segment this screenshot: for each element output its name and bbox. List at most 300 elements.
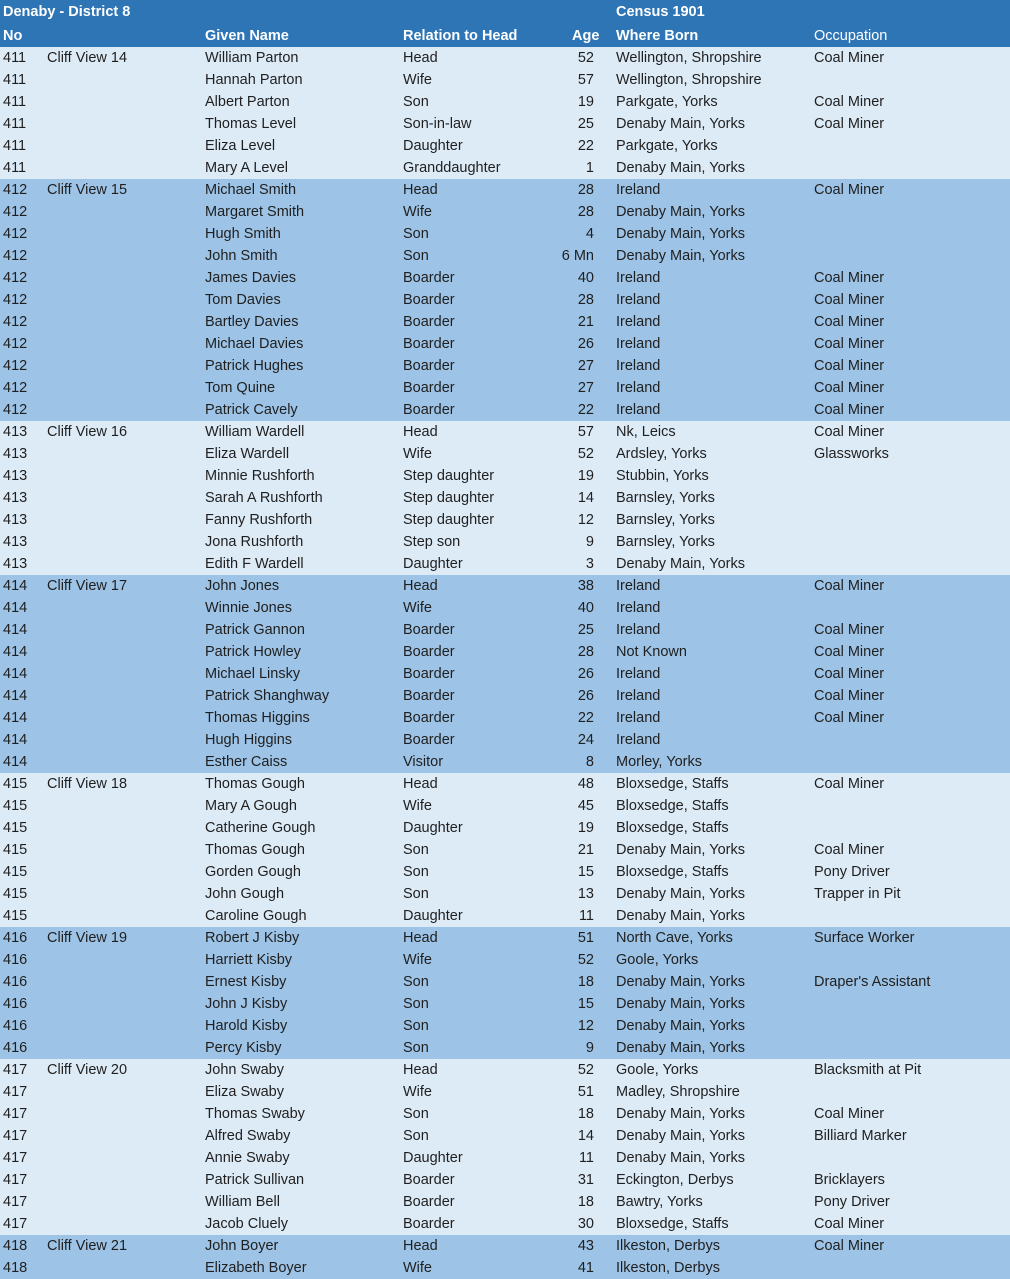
table-row [0, 1103, 1010, 1125]
cell-age: 14 [577, 1128, 594, 1144]
cell-no: 416 [3, 930, 28, 946]
cell-relation: Daughter [403, 1150, 463, 1166]
cell-where-born: Denaby Main, Yorks [616, 204, 745, 220]
cell-relation: Step daughter [403, 490, 495, 506]
cell-where-born: Denaby Main, Yorks [616, 116, 745, 132]
cell-age: 26 [577, 666, 594, 682]
cell-where-born: North Cave, Yorks [616, 930, 733, 946]
cell-relation: Head [403, 930, 438, 946]
cell-occupation: Coal Miner [814, 270, 885, 286]
table-row [0, 377, 1010, 399]
cell-where-born: Ireland [616, 358, 661, 374]
cell-no: 413 [3, 490, 28, 506]
cell-given-name: Harold Kisby [205, 1018, 288, 1034]
cell-relation: Visitor [403, 754, 444, 770]
cell-where-born: Ireland [616, 688, 661, 704]
cell-relation: Boarder [403, 732, 455, 748]
cell-no: 414 [3, 578, 28, 594]
cell-address: Cliff View 19 [47, 930, 128, 946]
cell-given-name: Mary A Level [205, 160, 289, 176]
table-row [0, 1257, 1010, 1279]
cell-no: 415 [3, 798, 28, 814]
cell-relation: Head [403, 1238, 438, 1254]
cell-where-born: Stubbin, Yorks [616, 468, 709, 484]
cell-where-born: Ireland [616, 578, 661, 594]
cell-where-born: Ilkeston, Derbys [616, 1238, 720, 1254]
cell-address: Cliff View 14 [47, 50, 128, 66]
cell-given-name: Minnie Rushforth [205, 468, 315, 484]
table-row [0, 1059, 1010, 1081]
cell-relation: Boarder [403, 666, 455, 682]
cell-occupation: Trapper in Pit [814, 886, 901, 902]
cell-age: 28 [577, 644, 594, 660]
cell-relation: Head [403, 424, 438, 440]
table-row [0, 113, 1010, 135]
cell-relation: Head [403, 182, 438, 198]
cell-no: 417 [3, 1084, 28, 1100]
cell-where-born: Parkgate, Yorks [616, 138, 718, 154]
table-row [0, 729, 1010, 751]
cell-age: 22 [577, 402, 594, 418]
cell-given-name: Catherine Gough [205, 820, 316, 836]
table-row [0, 1191, 1010, 1213]
cell-age: 27 [577, 358, 594, 374]
cell-age: 28 [577, 204, 594, 220]
cell-given-name: John Smith [205, 248, 278, 264]
cell-no: 415 [3, 776, 28, 792]
table-row [0, 91, 1010, 113]
cell-relation: Boarder [403, 314, 455, 330]
cell-no: 417 [3, 1216, 28, 1232]
cell-where-born: Ireland [616, 732, 661, 748]
cell-age: 45 [577, 798, 594, 814]
cell-no: 412 [3, 270, 28, 286]
cell-occupation: Coal Miner [814, 578, 885, 594]
table-row [0, 619, 1010, 641]
cell-no: 417 [3, 1062, 28, 1078]
cell-where-born: Denaby Main, Yorks [616, 1018, 745, 1034]
cell-relation: Son [403, 864, 429, 880]
cell-given-name: Michael Davies [205, 336, 304, 352]
cell-given-name: John Jones [205, 578, 280, 594]
cell-occupation: Coal Miner [814, 116, 885, 132]
table-row [0, 443, 1010, 465]
cell-given-name: Elizabeth Boyer [205, 1260, 307, 1276]
cell-relation: Boarder [403, 1216, 455, 1232]
cell-age: 26 [577, 688, 594, 704]
cell-no: 412 [3, 314, 28, 330]
cell-given-name: Patrick Cavely [205, 402, 298, 418]
cell-relation: Son [403, 1040, 429, 1056]
cell-occupation: Billiard Marker [814, 1128, 907, 1144]
table-row [0, 201, 1010, 223]
cell-given-name: Albert Parton [205, 94, 290, 110]
cell-relation: Daughter [403, 820, 463, 836]
table-row [0, 993, 1010, 1015]
cell-relation: Wife [403, 446, 432, 462]
cell-no: 413 [3, 556, 28, 572]
cell-no: 411 [3, 72, 27, 88]
cell-where-born: Barnsley, Yorks [616, 490, 715, 506]
table-row [0, 949, 1010, 971]
cell-no: 411 [3, 138, 27, 154]
column-header-row [0, 24, 1010, 47]
cell-where-born: Barnsley, Yorks [616, 512, 715, 528]
cell-given-name: Patrick Hughes [205, 358, 304, 374]
cell-age: 52 [577, 50, 594, 66]
cell-where-born: Ireland [616, 600, 661, 616]
cell-where-born: Denaby Main, Yorks [616, 1128, 745, 1144]
cell-relation: Boarder [403, 710, 455, 726]
column-header-occupation: Occupation [814, 28, 888, 44]
cell-relation: Son [403, 974, 429, 990]
cell-no: 413 [3, 468, 28, 484]
cell-given-name: Sarah A Rushforth [205, 490, 323, 506]
cell-given-name: Eliza Level [205, 138, 276, 154]
cell-given-name: Tom Quine [205, 380, 276, 396]
cell-relation: Step son [403, 534, 461, 550]
cell-age: 9 [585, 1040, 594, 1056]
cell-occupation: Coal Miner [814, 424, 885, 440]
cell-where-born: Denaby Main, Yorks [616, 886, 745, 902]
cell-relation: Boarder [403, 292, 455, 308]
cell-age: 3 [585, 556, 594, 572]
table-row [0, 927, 1010, 949]
column-header-no: No [3, 28, 23, 44]
cell-where-born: Bloxsedge, Staffs [616, 798, 729, 814]
cell-relation: Wife [403, 1084, 432, 1100]
cell-address: Cliff View 20 [47, 1062, 128, 1078]
cell-given-name: Tom Davies [205, 292, 281, 308]
cell-where-born: Denaby Main, Yorks [616, 226, 745, 242]
cell-age: 52 [577, 1062, 594, 1078]
cell-relation: Wife [403, 798, 432, 814]
cell-relation: Boarder [403, 358, 455, 374]
cell-relation: Head [403, 50, 438, 66]
cell-given-name: Thomas Swaby [205, 1106, 305, 1122]
cell-where-born: Ireland [616, 666, 661, 682]
table-row [0, 487, 1010, 509]
cell-given-name: Patrick Sullivan [205, 1172, 305, 1188]
cell-relation: Boarder [403, 622, 455, 638]
cell-where-born: Ireland [616, 336, 661, 352]
cell-given-name: Jacob Cluely [205, 1216, 289, 1232]
cell-age: 1 [585, 160, 594, 176]
table-row [0, 333, 1010, 355]
cell-age: 26 [577, 336, 594, 352]
cell-age: 18 [577, 974, 594, 990]
cell-age: 11 [578, 1150, 594, 1166]
cell-occupation: Surface Worker [814, 930, 915, 946]
cell-age: 40 [577, 270, 594, 286]
cell-where-born: Goole, Yorks [616, 952, 699, 968]
table-row [0, 267, 1010, 289]
cell-given-name: Mary A Gough [205, 798, 297, 814]
table-row [0, 69, 1010, 91]
cell-address: Cliff View 15 [47, 182, 128, 198]
cell-where-born: Denaby Main, Yorks [616, 908, 745, 924]
cell-relation: Son [403, 1106, 429, 1122]
cell-no: 411 [3, 116, 27, 132]
cell-given-name: Michael Smith [205, 182, 297, 198]
cell-occupation: Coal Miner [814, 644, 885, 660]
cell-age: 11 [578, 908, 594, 924]
cell-given-name: Annie Swaby [205, 1150, 290, 1166]
cell-where-born: Eckington, Derbys [616, 1172, 734, 1188]
cell-occupation: Coal Miner [814, 94, 885, 110]
table-row [0, 597, 1010, 619]
cell-occupation: Coal Miner [814, 1106, 885, 1122]
cell-relation: Boarder [403, 270, 455, 286]
cell-relation: Step daughter [403, 512, 495, 528]
cell-relation: Son [403, 1128, 429, 1144]
table-row [0, 465, 1010, 487]
cell-relation: Step daughter [403, 468, 495, 484]
column-header-name: Given Name [205, 28, 289, 44]
table-row [0, 817, 1010, 839]
cell-given-name: Thomas Gough [205, 842, 305, 858]
cell-where-born: Ardsley, Yorks [616, 446, 707, 462]
cell-relation: Son [403, 1018, 429, 1034]
table-row [0, 1015, 1010, 1037]
cell-no: 411 [3, 50, 27, 66]
cell-given-name: Robert J Kisby [205, 930, 300, 946]
cell-age: 19 [577, 468, 594, 484]
cell-address: Cliff View 21 [47, 1238, 128, 1254]
table-row [0, 47, 1010, 69]
cell-where-born: Denaby Main, Yorks [616, 160, 745, 176]
cell-age: 14 [577, 490, 594, 506]
cell-occupation: Coal Miner [814, 688, 885, 704]
table-row [0, 1125, 1010, 1147]
cell-no: 415 [3, 908, 28, 924]
cell-no: 416 [3, 952, 28, 968]
cell-no: 412 [3, 380, 28, 396]
cell-no: 412 [3, 292, 28, 308]
cell-where-born: Denaby Main, Yorks [616, 842, 745, 858]
cell-relation: Head [403, 578, 438, 594]
cell-no: 414 [3, 644, 28, 660]
table-row [0, 311, 1010, 333]
cell-no: 416 [3, 1018, 28, 1034]
cell-address: Cliff View 17 [47, 578, 128, 594]
cell-relation: Daughter [403, 556, 463, 572]
cell-given-name: William Wardell [205, 424, 305, 440]
cell-given-name: Hugh Higgins [205, 732, 293, 748]
table-row [0, 553, 1010, 575]
cell-age: 40 [577, 600, 594, 616]
table-row [0, 685, 1010, 707]
cell-age: 41 [577, 1260, 594, 1276]
cell-where-born: Ireland [616, 622, 661, 638]
table-row [0, 883, 1010, 905]
cell-no: 415 [3, 820, 28, 836]
cell-no: 414 [3, 754, 28, 770]
cell-occupation: Pony Driver [814, 1194, 890, 1210]
cell-given-name: Michael Linsky [205, 666, 301, 682]
cell-given-name: Fanny Rushforth [205, 512, 313, 528]
cell-age: 21 [577, 842, 594, 858]
cell-where-born: Denaby Main, Yorks [616, 1040, 745, 1056]
cell-age: 30 [577, 1216, 594, 1232]
cell-where-born: Bloxsedge, Staffs [616, 864, 729, 880]
cell-age: 28 [577, 182, 594, 198]
cell-no: 414 [3, 600, 28, 616]
cell-no: 411 [3, 94, 27, 110]
cell-relation: Head [403, 1062, 438, 1078]
cell-relation: Boarder [403, 336, 455, 352]
table-row [0, 399, 1010, 421]
cell-age: 57 [577, 72, 594, 88]
cell-occupation: Bricklayers [814, 1172, 885, 1188]
cell-no: 412 [3, 336, 28, 352]
cell-where-born: Ilkeston, Derbys [616, 1260, 720, 1276]
cell-no: 415 [3, 864, 28, 880]
cell-no: 415 [3, 842, 28, 858]
cell-where-born: Morley, Yorks [616, 754, 702, 770]
cell-where-born: Parkgate, Yorks [616, 94, 718, 110]
cell-occupation: Coal Miner [814, 380, 885, 396]
cell-relation: Son [403, 996, 429, 1012]
cell-given-name: Bartley Davies [205, 314, 299, 330]
cell-age: 4 [585, 226, 594, 242]
cell-where-born: Denaby Main, Yorks [616, 248, 745, 264]
cell-where-born: Not Known [616, 644, 687, 660]
cell-occupation: Coal Miner [814, 402, 885, 418]
cell-given-name: William Bell [205, 1194, 280, 1210]
cell-no: 413 [3, 446, 28, 462]
cell-no: 414 [3, 710, 28, 726]
cell-no: 417 [3, 1128, 28, 1144]
cell-where-born: Denaby Main, Yorks [616, 996, 745, 1012]
cell-where-born: Bawtry, Yorks [616, 1194, 703, 1210]
cell-relation: Wife [403, 600, 432, 616]
title-header-row [0, 0, 1010, 24]
cell-age: 27 [577, 380, 594, 396]
cell-relation: Son [403, 248, 429, 264]
cell-given-name: Winnie Jones [205, 600, 293, 616]
cell-where-born: Wellington, Shropshire [616, 50, 762, 66]
table-row [0, 135, 1010, 157]
cell-where-born: Goole, Yorks [616, 1062, 699, 1078]
cell-occupation: Coal Miner [814, 710, 885, 726]
cell-given-name: William Parton [205, 50, 299, 66]
table-row [0, 707, 1010, 729]
cell-no: 414 [3, 622, 28, 638]
census-title: Census 1901 [616, 4, 705, 20]
cell-age: 9 [585, 534, 594, 550]
cell-relation: Wife [403, 72, 432, 88]
cell-age: 19 [577, 94, 594, 110]
cell-where-born: Barnsley, Yorks [616, 534, 715, 550]
cell-age: 18 [577, 1194, 594, 1210]
cell-address: Cliff View 18 [47, 776, 128, 792]
cell-where-born: Nk, Leics [616, 424, 676, 440]
table-row [0, 509, 1010, 531]
cell-relation: Wife [403, 1260, 432, 1276]
table-row [0, 355, 1010, 377]
cell-given-name: Harriett Kisby [205, 952, 293, 968]
cell-occupation: Coal Miner [814, 314, 885, 330]
cell-occupation: Coal Miner [814, 1238, 885, 1254]
cell-given-name: Edith F Wardell [205, 556, 304, 572]
cell-age: 24 [577, 732, 594, 748]
cell-given-name: Hugh Smith [205, 226, 281, 242]
cell-given-name: Alfred Swaby [205, 1128, 291, 1144]
cell-given-name: James Davies [205, 270, 297, 286]
cell-no: 411 [3, 160, 27, 176]
cell-relation: Boarder [403, 380, 455, 396]
cell-no: 412 [3, 226, 28, 242]
table-row [0, 1147, 1010, 1169]
table-row [0, 421, 1010, 443]
cell-occupation: Coal Miner [814, 336, 885, 352]
table-row [0, 751, 1010, 773]
cell-where-born: Ireland [616, 182, 661, 198]
cell-no: 417 [3, 1150, 28, 1166]
cell-where-born: Bloxsedge, Staffs [616, 1216, 729, 1232]
cell-address: Cliff View 16 [47, 424, 128, 440]
cell-occupation: Coal Miner [814, 622, 885, 638]
cell-age: 15 [577, 864, 594, 880]
cell-no: 413 [3, 534, 28, 550]
cell-where-born: Ireland [616, 710, 661, 726]
cell-relation: Daughter [403, 138, 463, 154]
cell-no: 418 [3, 1260, 28, 1276]
column-header-relation: Relation to Head [403, 28, 518, 44]
cell-age: 22 [577, 710, 594, 726]
cell-given-name: Thomas Gough [205, 776, 305, 792]
cell-occupation: Coal Miner [814, 666, 885, 682]
cell-occupation: Coal Miner [814, 1216, 885, 1232]
cell-where-born: Denaby Main, Yorks [616, 1106, 745, 1122]
cell-no: 412 [3, 402, 28, 418]
table-row [0, 1169, 1010, 1191]
cell-no: 416 [3, 996, 28, 1012]
cell-given-name: Esther Caiss [205, 754, 288, 770]
cell-given-name: Caroline Gough [205, 908, 307, 924]
table-row [0, 245, 1010, 267]
cell-relation: Son-in-law [403, 116, 472, 132]
cell-relation: Son [403, 842, 429, 858]
cell-age: 15 [577, 996, 594, 1012]
cell-given-name: Thomas Level [205, 116, 297, 132]
cell-given-name: John Gough [205, 886, 285, 902]
cell-where-born: Denaby Main, Yorks [616, 1150, 745, 1166]
cell-occupation: Coal Miner [814, 50, 885, 66]
cell-age: 22 [577, 138, 594, 154]
cell-where-born: Ireland [616, 270, 661, 286]
cell-relation: Granddaughter [403, 160, 501, 176]
cell-given-name: John Swaby [205, 1062, 284, 1078]
cell-age: 21 [577, 314, 594, 330]
cell-no: 417 [3, 1172, 28, 1188]
cell-age: 51 [577, 1084, 594, 1100]
cell-given-name: Percy Kisby [205, 1040, 282, 1056]
cell-no: 412 [3, 358, 28, 374]
table-row [0, 861, 1010, 883]
column-header-age: Age [572, 28, 600, 44]
cell-age: 43 [577, 1238, 594, 1254]
cell-given-name: John Boyer [205, 1238, 279, 1254]
cell-where-born: Madley, Shropshire [616, 1084, 740, 1100]
cell-given-name: Ernest Kisby [205, 974, 287, 990]
cell-relation: Boarder [403, 644, 455, 660]
cell-relation: Wife [403, 204, 432, 220]
census-rows [0, 47, 1010, 1279]
cell-given-name: Patrick Howley [205, 644, 301, 660]
cell-occupation: Coal Miner [814, 842, 885, 858]
